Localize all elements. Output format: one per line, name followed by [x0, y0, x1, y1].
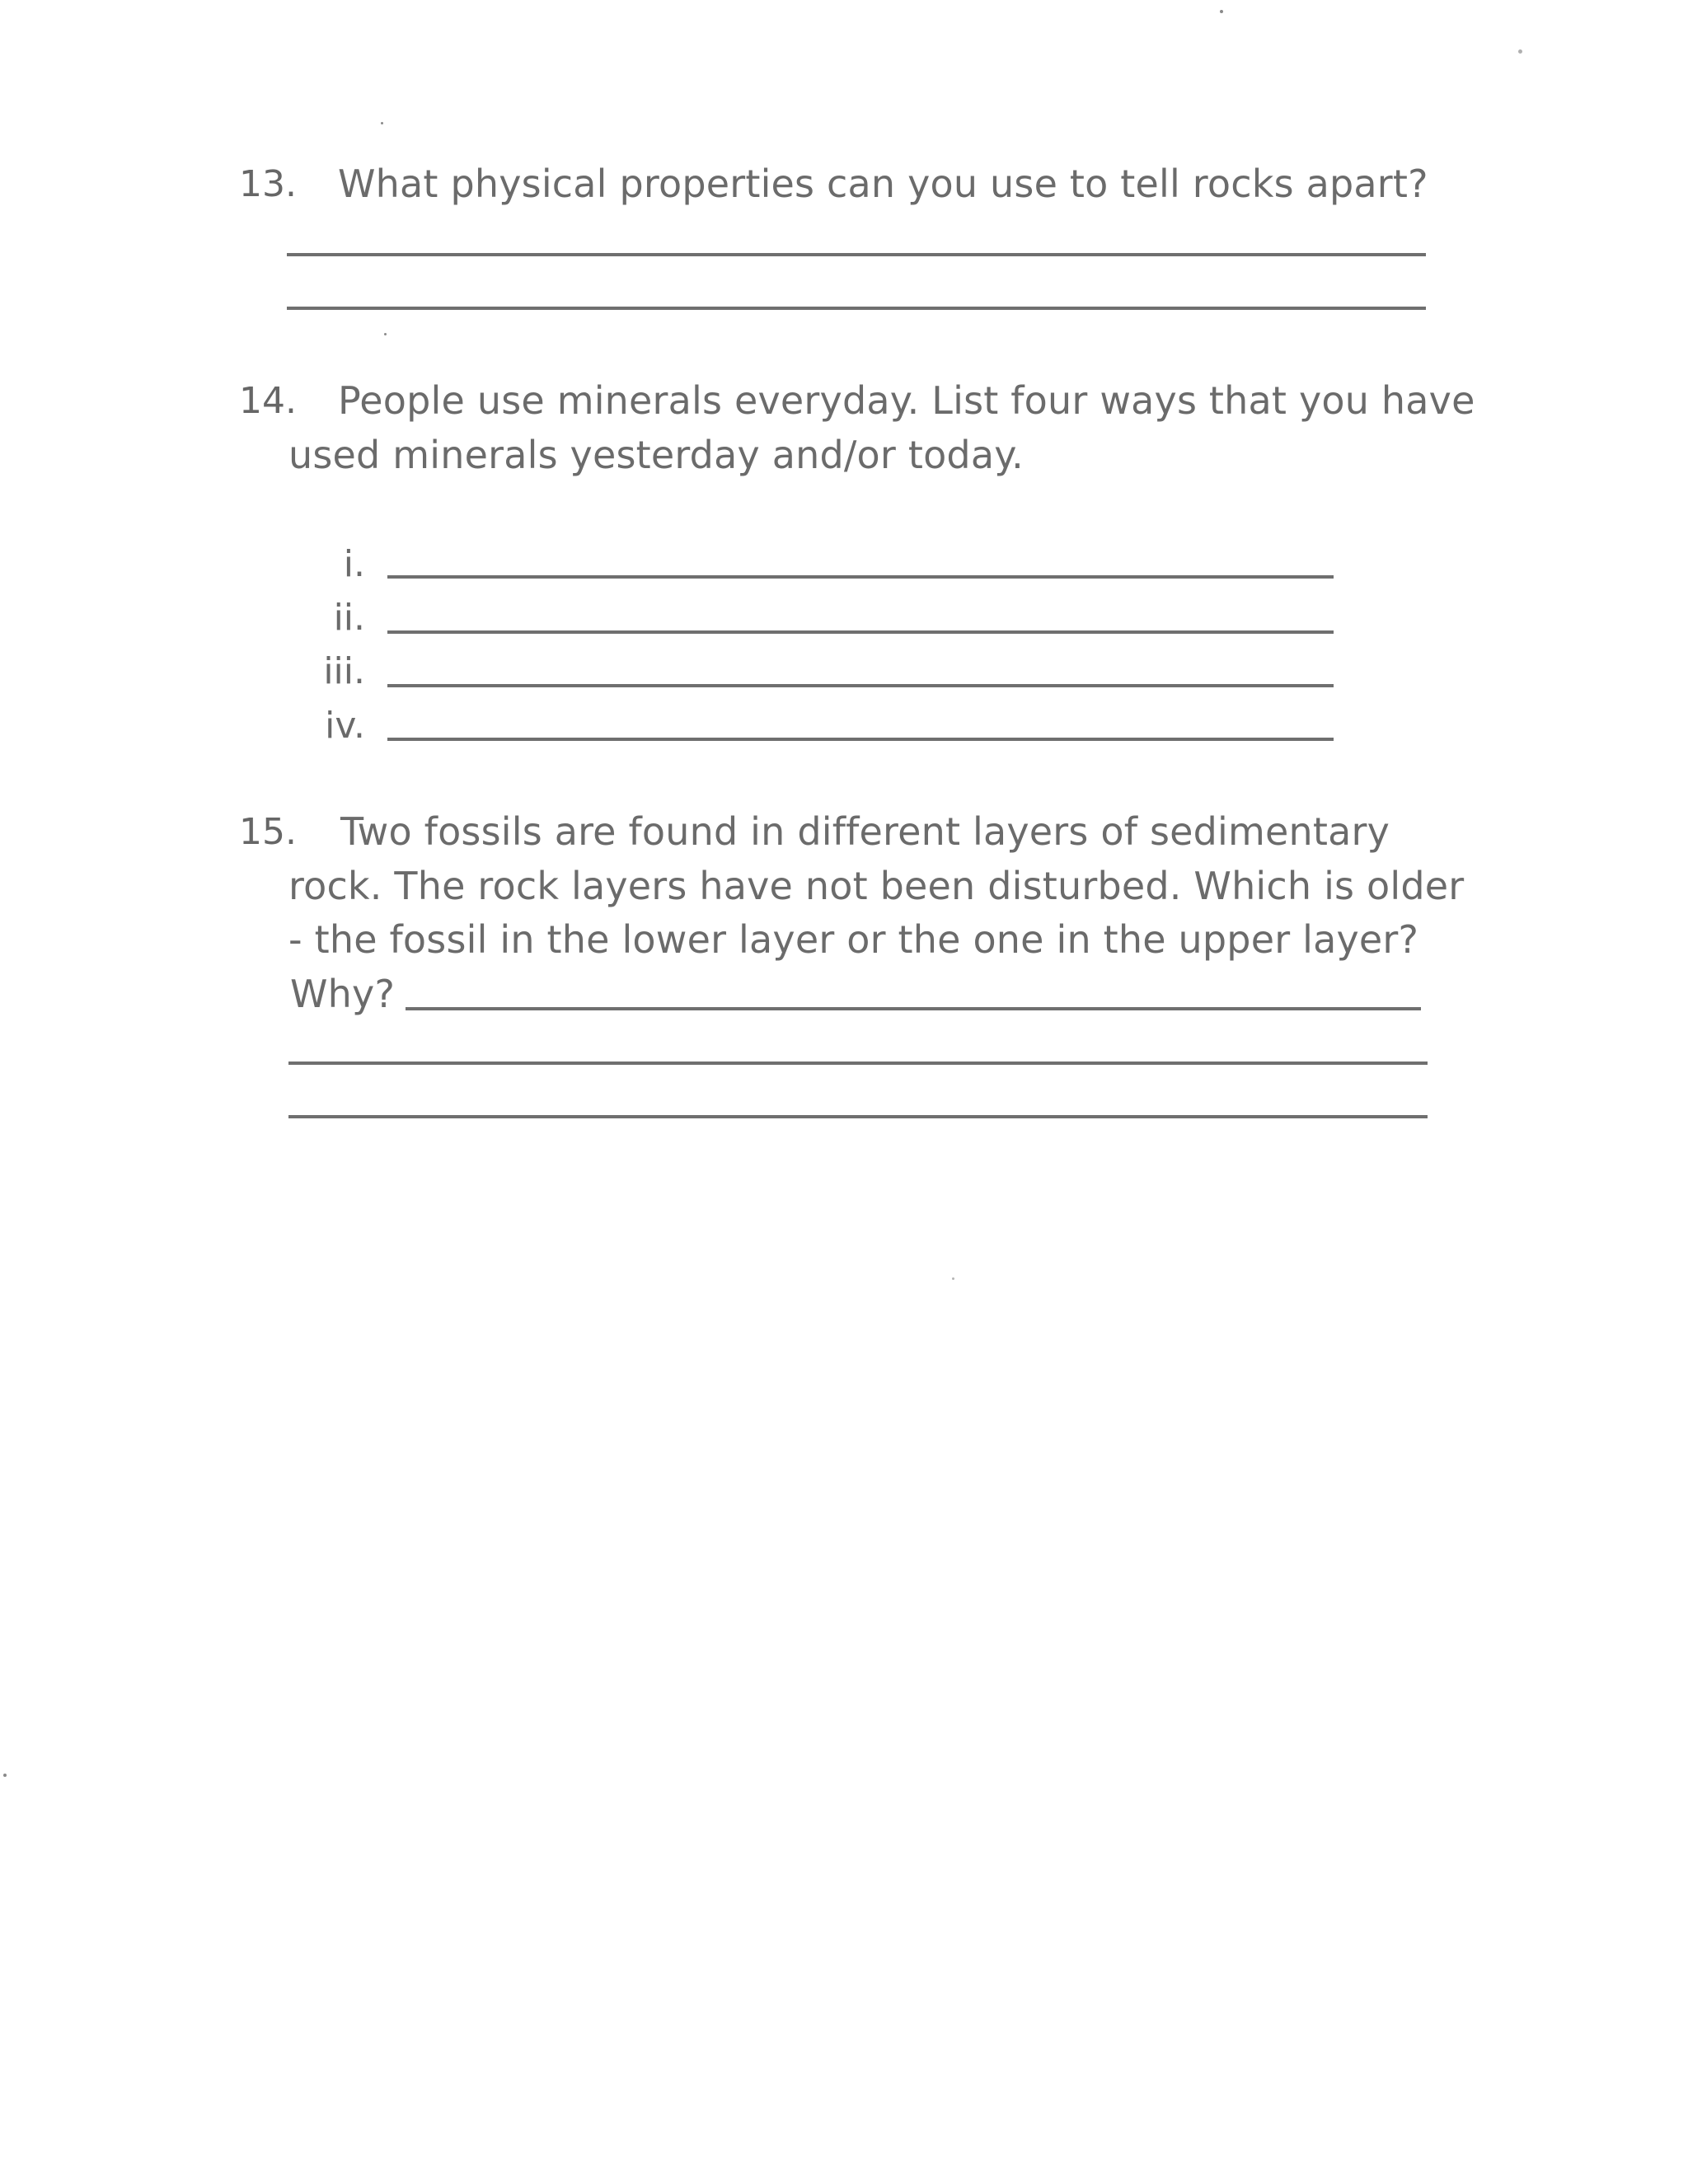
- list-item-label: i.: [343, 543, 365, 585]
- question-15-text-line-1: Two fossils are found in different layers of sedimentary: [340, 809, 1390, 854]
- question-14-number: 14.: [239, 380, 297, 422]
- question-13-answer-line-1[interactable]: [287, 253, 1426, 256]
- question-14-answer-line-iii[interactable]: [387, 684, 1334, 687]
- question-13-number: 13.: [239, 163, 297, 205]
- question-15-why-label: Why?: [290, 972, 396, 1016]
- question-15-answer-line-3[interactable]: [288, 1115, 1428, 1118]
- scan-speck: [3, 1774, 7, 1777]
- scan-speck: [952, 1277, 954, 1280]
- question-14-answer-line-i[interactable]: [387, 575, 1334, 579]
- question-14-text-line-2: used minerals yesterday and/or today.: [288, 433, 1024, 477]
- question-13-text: What physical properties can you use to tell rocks apart?: [338, 162, 1428, 206]
- scan-speck: [1518, 49, 1522, 54]
- question-13-answer-line-2[interactable]: [287, 307, 1426, 310]
- question-15-text-line-2: rock. The rock layers have not been disturbed. Which is older: [288, 864, 1465, 908]
- list-item-label: ii.: [333, 597, 365, 639]
- list-item-label: iii.: [323, 650, 365, 692]
- question-14-answer-line-ii[interactable]: [387, 630, 1334, 634]
- question-14-text-line-1: People use minerals everyday. List four ways that you have: [338, 378, 1475, 423]
- question-15-answer-line-2[interactable]: [288, 1062, 1428, 1065]
- scan-speck: [381, 122, 383, 124]
- question-14-answer-line-iv[interactable]: [387, 738, 1334, 741]
- question-15-text-line-3: - the fossil in the lower layer or the one in the upper layer?: [288, 917, 1419, 962]
- list-item-label: iv.: [325, 705, 365, 747]
- scan-speck: [384, 333, 387, 335]
- scan-speck: [1220, 10, 1223, 13]
- question-15-number: 15.: [239, 811, 297, 853]
- question-15-answer-line-why[interactable]: [406, 1007, 1421, 1010]
